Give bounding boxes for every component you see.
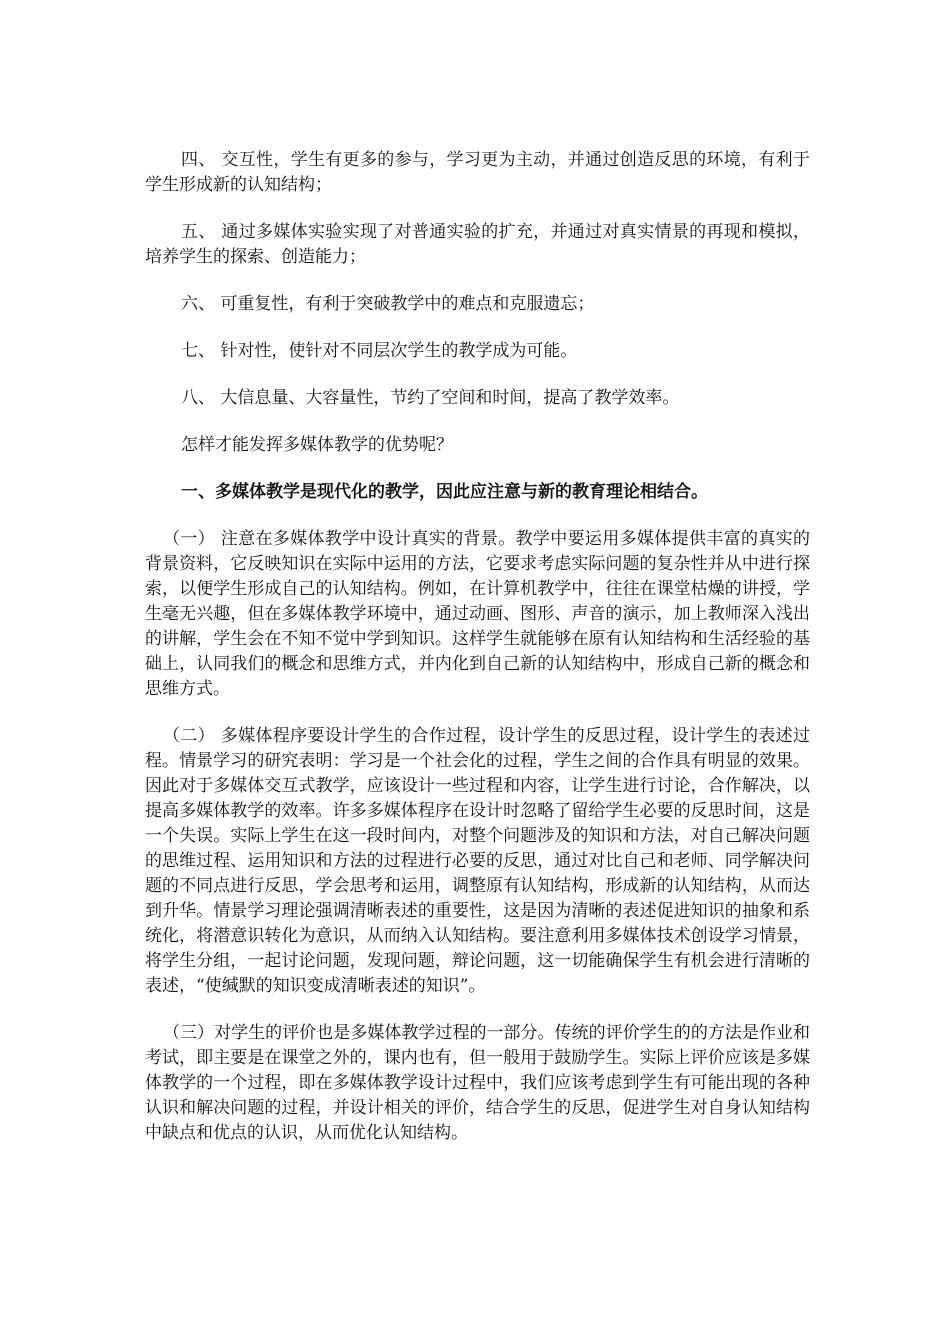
subsection-paragraph-3: （三）对学生的评价也是多媒体教学过程的一部分。传统的评价学生的的方法是作业和考试，即主要是在课堂之外的，课内也有，但一般用于鼓励学生。实际上评价应该是多媒体教学的一个过程，即在多媒体教学设计过程中，我们应该考虑到学生有可能出现的各种认识和解决问题的过程，并设计相关的评价，结合学生的反思，促进学生对自身认知结构中缺点和优点的认识，从而优化认知结构。 (145, 1023, 810, 1143)
question-paragraph: 怎样才能发挥多媒体教学的优势呢？ (181, 435, 453, 455)
paragraph-item-6: 六、 可重复性，有利于突破教学中的难点和克服遗忘； (181, 294, 595, 314)
section-heading: 一、多媒体教学是现代化的教学，因此应注意与新的教育理论相结合。 (181, 482, 708, 502)
document-page (145, 148, 810, 1168)
paragraph-item-5: 五、 通过多媒体实验实现了对普通实验的扩充，并通过对真实情景的再现和模拟，培养学生的探索、创造能力； (145, 222, 810, 267)
paragraph-item-7: 七、 针对性，使针对不同层次学生的教学成为可能。 (181, 341, 578, 361)
paragraph-item-4: 四、 交互性，学生有更多的参与，学习更为主动，并通过创造反思的环境，有利于学生形成新的认知结构； (145, 150, 810, 195)
subsection-paragraph-1: （一） 注意在多媒体教学中设计真实的背景。教学中要运用多媒体提供丰富的真实的背景资料，它反映知识在实际中运用的方法，它要求考虑实际问题的复杂性并从中进行探索，以便学生形成自己的认知结构。例如，在计算机教学中，往往在课堂枯燥的讲授，学生毫无兴趣，但在多媒体教学环境中，通过动画、图形、声音的演示，加上教师深入浅出的讲解，学生会在不知不觉中学到知识。这样学生就能够在原有认知结构和生活经验的基础上，认同我们的概念和思维方式，并内化到自己新的认知结构中，形成自己新的概念和思维方式。 (145, 529, 810, 699)
subsection-paragraph-2: （二） 多媒体程序要设计学生的合作过程，设计学生的反思过程，设计学生的表述过程。情景学习的研究表明：学习是一个社会化的过程，学生之间的合作具有明显的效果。因此对于多媒体交互式教学，应该设计一些过程和内容，让学生进行讨论，合作解决，以提高多媒体教学的效率。许多多媒体程序在设计时忽略了留给学生必要的反思时间，这是一个失误。实际上学生在这一段时间内，对整个问题涉及的知识和方法，对自己解决问题的思维过程、运用知识和方法的过程进行必要的反思，通过对比自己和老师、同学解决问题的不同点进行反思，学会思考和运用，调整原有认知结构，形成新的认知结构，从而达到升华。情景学习理论强调清晰表述的重要性，这是因为清晰的表述促进知识的抽象和系统化，将潜意识转化为意识，从而纳入认知结构。要注意利用多媒体技术创设学习情景，将学生分组，一起讨论问题，发现问题，辩论问题，这一切能确保学生有机会进行清晰的表述，“使缄默的知识变成清晰表述的知识”。 (145, 726, 810, 996)
paragraph-item-8: 八、 大信息量、大容量性，节约了空间和时间，提高了教学效率。 (181, 388, 680, 408)
